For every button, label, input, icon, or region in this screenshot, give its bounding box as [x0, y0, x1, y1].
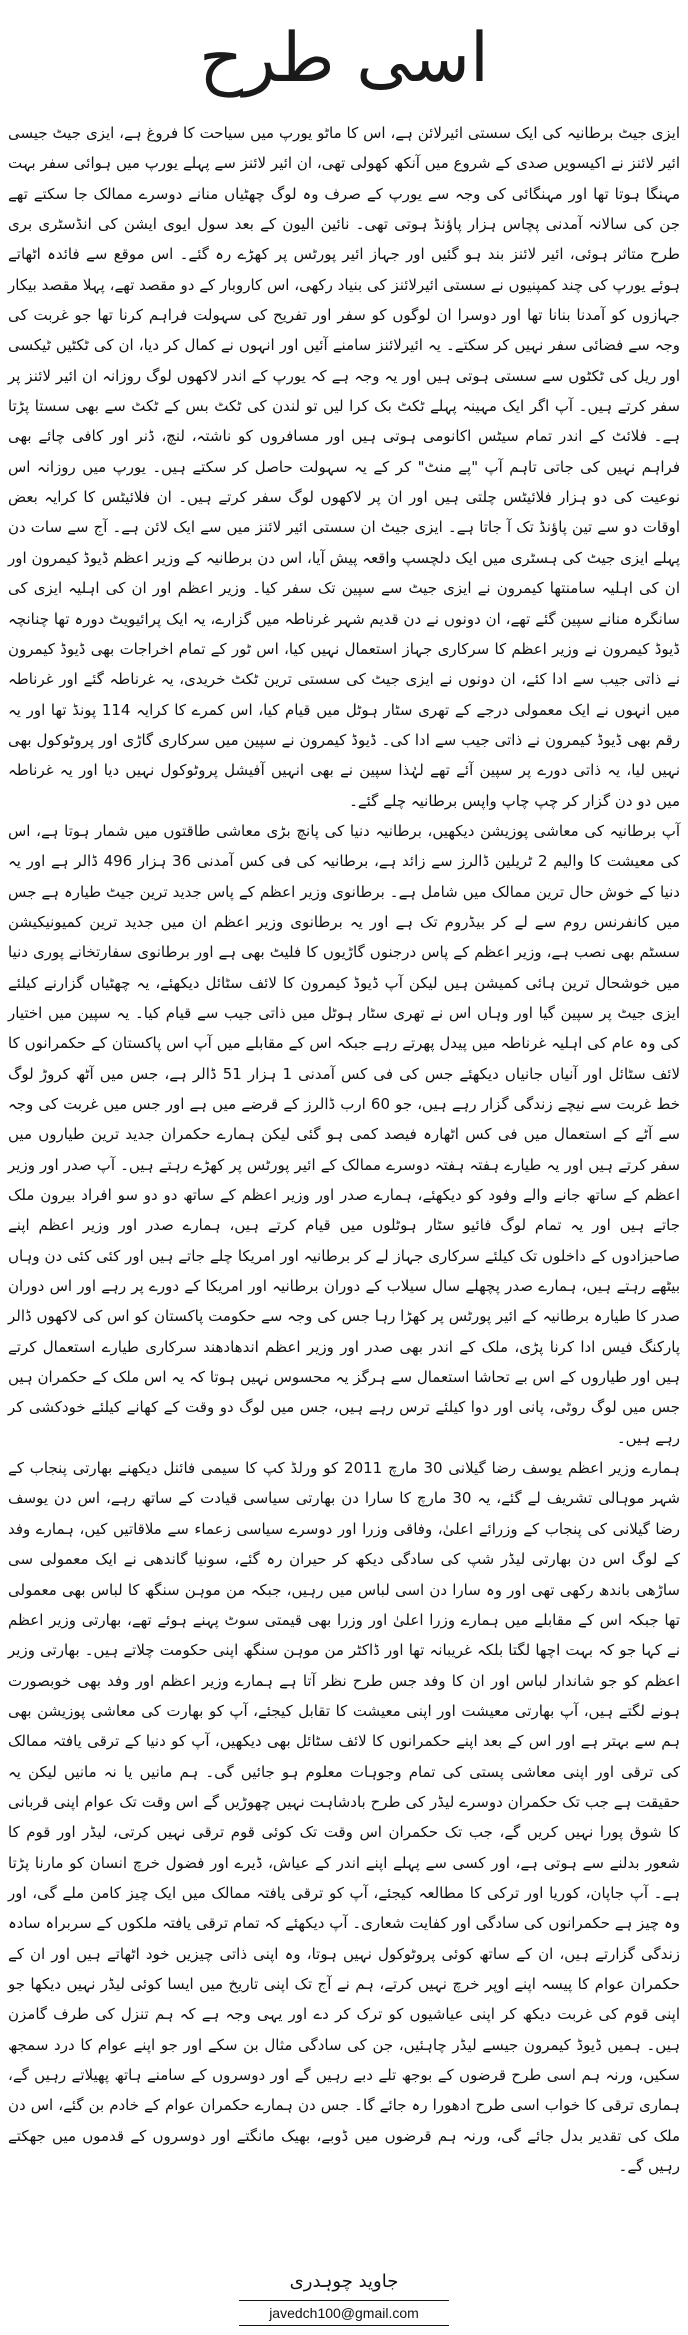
- byline: [0, 2268, 688, 2326]
- paragraph: ہمارے وزیر اعظم یوسف رضا گیلانی 30 مارچ 2011 کو ورلڈ کپ کا سیمی فائنل دیکھنے بھارتی پنجاب کے شہر موہالی تشریف لے گئے، یہ 30 مارچ کا سارا دن بھارتی سیاسی قیادت کے ساتھ رہے، اس دن یوسف رضا گیلانی کی پنجاب کے وزرائے اعلیٰ، وفاقی وزرا اور دوسرے سیاسی زعماء سے ملاقاتیں کیں، ہمارے وفد کے لوگ اس دن بھارتی لیڈر شپ کی سادگی دیکھ کر حیران رہ گئے، سونیا گاندھی نے ایک معمولی سی ساڑھی باندھ رکھی تھی اور وہ سارا دن اسی لباس میں رہیں، جبکہ من موہن سنگھ کا لباس بھی معمولی تھا جبکہ اس کے مقابلے میں ہمارے وزرا اعلیٰ اور وزرا بھی قیمتی سوٹ پہنے ہوئے تھے، بھارتی وزیر اعظم نے کہا جو کہ بہت اچھا لگتا بلکہ غریبانہ تھا اور ڈاکٹر من موہن سنگھ اپنی حکومت چلاتے ہیں۔ بھارتی وزیر اعظم کو جو شاندار لباس اور ان کا وفد جس طرح نظر آتا ہے ہمارے وزیر اعظم اور وفد بھی خوبصورت ہونے لگتے ہیں، آپ بھارتی معیشت اور اپنی معیشت کا تقابل کیجئے، آپ کو بھارت کی معاشی پوزیشن بھی ہم سے بہتر ہے اور اس کے بعد اپنے حکمرانوں کا لائف سٹائل بھی دیکھیں، آپ کو دنیا کے ترقی یافتہ ممالک کی ترقی اور اپنی معاشی پستی کی تمام وجوہات معلوم ہو جائیں گی۔ ہم مانیں یا نہ مانیں لیکن یہ حقیقت ہے جب تک حکمران دوسرے لیڈر کی طرح بادشاہت نہیں چھوڑیں گے اس وقت تک عوام اپنی قربانی کا شوق پورا نہیں کریں گے، جب تک حکمران اس وقت تک کوئی قوم ترقی نہیں کرتی، لیڈر اور قوم کا شعور بدلنے سے ہوتی ہے، اور کسی سے پہلے اپنے اندر کے عیاش، ڈیرے اور فضول خرچ انسان کو مارنا پڑتا ہے۔ آپ جاپان، کوریا اور ترکی کا مطالعہ کیجئے، آپ کو ترقی یافتہ ممالک میں ایک چیز کامن ملے گی، اور وہ چیز ہے حکمرانوں کی سادگی اور کفایت شعاری۔ آپ دیکھئے کہ تمام ترقی یافتہ ملکوں کے سربراہ سادہ زندگی گزارتے ہیں، ان کے ساتھ کوئی پروٹوکول نہیں ہوتا، وہ اپنی ذاتی چیزیں خود اٹھاتے ہیں اور ان کے حکمران عوام کا پیسہ اپنے اوپر خرچ نہیں کرتے، ہم نے آج تک اپنی تاریخ میں ایسا کوئی لیڈر نہیں دیکھا جو اپنی قوم کی غربت دیکھ کر اپنی عیاشیوں کو ترک کر دے اور یہی وجہ ہے کہ ہم تنزل کی طرف گامزن ہیں۔ ہمیں ڈیوڈ کیمرون جیسے لیڈر چاہئیں، جن کی سادگی مثال بن سکے اور جو اپنے عوام کا درد سمجھ سکیں، ورنہ ہم اسی طرح قرضوں کے بوجھ تلے دبے رہیں گے اور دوسروں کے سامنے ہاتھ پھیلاتے رہیں گے، ہماری ترقی کا خواب اسی طرح ادھورا رہ جائے گا۔ جس دن ہمارے حکمران عوام کے خادم بن گئے، اس دن ملک کی تقدیر بدل جائے گی، ورنہ ہم قرضوں میں ڈوبے، بھیک مانگتے اور دوسروں کے قدموں میں جھکتے رہیں گے۔: [8, 1459, 680, 2176]
- column-masthead: [8, 0, 680, 118]
- author-email: javedch100@gmail.com: [239, 2300, 449, 2326]
- author-name: جاوید چوہدری: [289, 2271, 399, 2292]
- paragraph: ایزی جیٹ برطانیہ کی ایک سستی ائیرلائن ہے، اس کا ماٹو یورپ میں سیاحت کا فروغ ہے، ایزی جیٹ جیسی ائیر لائنز نے اکیسویں صدی کے شروع میں آنکھ کھولی تھی، ان ائیر لائنز سے پہلے یورپ میں ہوائی سفر بہت مہنگا ہوتا تھا اور مہنگائی کی وجہ سے یورپ کے صرف وہ لوگ چھٹیاں منانے دوسرے ممالک جا سکتے تھے جن کی سالانہ آمدنی پچاس ہزار پاؤنڈ ہوتی تھی۔ نائین الیون کے بعد سول ایوی ایشن کی انڈسٹری بری طرح متاثر ہوئی، ائیر لائنز بند ہو گئیں اور جہاز ائیر پورٹس پر کھڑے رہ گئے۔ اس موقع سے فائدہ اٹھاتے ہوئے یورپ کی چند کمپنیوں نے سستی ائیرلائنز کی بنیاد رکھی، اس کاروبار کے دو مقصد تھے، پہلا مقصد بیکار جہازوں کو آمدنا بنانا تھا اور دوسرا ان لوگوں کو سفر اور تفریح کی سہولت فراہم کرنا تھا جو غربت کی وجہ سے فضائی سفر نہیں کر سکتے۔ یہ ائیرلائنز سامنے آئیں اور انہوں نے کمال کر دیا، ان کی ٹکٹیں ٹیکسی اور ریل کی ٹکٹوں سے سستی ہوتی ہیں اور یہ وجہ ہے کہ یورپ کے اندر لاکھوں لوگ روزانہ ان ائیر لائنز پر سفر کرتے ہیں۔ آپ اگر ایک مہینہ پہلے ٹکٹ بک کرا لیں تو لندن کی ٹکٹ بس کے ٹکٹ سے بھی سستا پڑتا ہے۔ فلائٹ کے اندر تمام سیٹس اکانومی ہوتی ہیں اور مسافروں کو ناشتہ، لنچ، ڈنر اور کافی چائے بھی فراہم نہیں کی جاتی تاہم آپ "پے منٹ" کر کے یہ سہولت حاصل کر سکتے ہیں۔ یورپ میں روزانہ اس نوعیت کی دو ہزار فلائیٹس چلتی ہیں اور ان پر لاکھوں لوگ سفر کرتے ہیں۔ ان فلائیٹس کا کرایہ بعض اوقات دو سے تین پاؤنڈ تک آ جاتا ہے۔ ایزی جیٹ ان سستی ائیر لائنز میں سے ایک لائن ہے۔ آج سے سات دن پہلے ایزی جیٹ کی ہسٹری میں ایک دلچسپ واقعہ پیش آیا، اس دن برطانیہ کے وزیر اعظم ڈیوڈ کیمرون اور ان کی اہلیہ سامنتھا کیمرون نے ایزی جیٹ سے سپین تک سفر کیا۔ وزیر اعظم اور ان کی اہلیہ ایزی کی سانگرہ منانے سپین گئے تھے، ان دونوں نے دن قدیم شہر غرناطہ میں گزارے، یہ ایک پرائیویٹ دورہ تھا چنانچہ ڈیوڈ کیمرون نے وزیر اعظم کا سرکاری جہاز استعمال نہیں کیا، اس ٹور کے تمام اخراجات بھی ڈیوڈ کیمرون نے ذاتی جیب سے ادا کئے، ان دونوں نے ایزی جیٹ کی سستی ترین ٹکٹ خریدی، یہ غرناطہ گئے اور غرناطہ میں انہوں نے ایک معمولی درجے کے تھری سٹار ہوٹل میں قیام کیا، اس کمرے کا کرایہ 114 پونڈ تھا اور یہ رقم بھی ڈیوڈ کیمرون نے ذاتی جیب سے ادا کی۔ ڈیوڈ کیمرون نے سپین میں سرکاری گاڑی اور پروٹوکول بھی نہیں لیا، یہ ذاتی دورے پر سپین آئے تھے لہٰذا سپین نے بھی انہیں آفیشل پروٹوکول نہیں دیا اور یہ غرناطہ میں دو دن گزار کر چپ چاپ واپس برطانیہ چلے گئے۔: [8, 124, 680, 810]
- column-body: [8, 118, 680, 2181]
- column-title: اسی طرح: [199, 19, 489, 98]
- paragraph: آپ برطانیہ کی معاشی پوزیشن دیکھیں، برطانیہ دنیا کی پانچ بڑی معاشی طاقتوں میں شمار ہوتا ہے، اس کی معیشت کا والیم 2 ٹریلین ڈالرز سے زائد ہے، برطانیہ کی فی کس آمدنی 36 ہزار 496 ڈالر ہے اور یہ دنیا کے خوش حال ترین ممالک میں شامل ہے۔ برطانوی وزیر اعظم کے پاس جدید ترین جیٹ طیارہ ہے جس میں کانفرنس روم سے لے کر بیڈروم تک ہے اور یہ برطانوی وزیر اعظم ان میں جدید ترین کمیونیکیشن سسٹم بھی نصب ہے، وزیر اعظم کے پاس درجنوں گاڑیوں کا فلیٹ بھی ہے اور برطانوی سفارتخانے پوری دنیا میں خوشحال ترین ہائی کمیشن ہیں لیکن آپ ڈیوڈ کیمرون کا لائف سٹائل دیکھئے، یہ چھٹیاں گزارنے کیلئے ایزی جیٹ پر سپین گیا اور وہاں اس نے تھری سٹار ہوٹل میں ذاتی جیب سے قیام کیا۔ یہ سپین میں اختیار کی وہ عام کی اہلیہ غرناطہ میں پیدل پھرتے رہے جبکہ اس کے مقابلے میں آپ اس پاکستان کے حکمرانوں کا لائف سٹائل اور آنیاں جانیاں دیکھئے جس کی فی کس آمدنی 1 ہزار 51 ڈالر ہے، جس میں آٹھ کروڑ لوگ خط غربت سے نیچے زندگی گزار رہے ہیں، جو 60 ارب ڈالرز کے قرضے میں ہے اور جس میں غربت کی وجہ سے آٹے کے استعمال میں فی کس اٹھارہ فیصد کمی ہو گئی لیکن ہمارے حکمران جدید ترین طیاروں میں سفر کرتے ہیں اور یہ طیارے ہفتہ ہفتہ دوسرے ممالک کے ائیر پورٹس پر کھڑے رہتے ہیں۔ آپ صدر اور وزیر اعظم کے ساتھ جانے والے وفود کو دیکھئے، ہمارے صدر اور وزیر اعظم کے ساتھ دو دو سو افراد بیرون ملک جاتے ہیں اور یہ تمام لوگ فائیو سٹار ہوٹلوں میں قیام کرتے ہیں، ہمارے صدر اور وزیر اعظم اپنے صاحبزادوں کے داخلوں تک کیلئے سرکاری جہاز لے کر برطانیہ اور امریکا چلے جاتے ہیں اور کئی کئی دن وہاں بیٹھے رہتے ہیں، ہمارے صدر پچھلے سال سیلاب کے دوران برطانیہ اور امریکا کے دورے پر رہے اور اس دوران صدر کا طیارہ برطانیہ کے ائیر پورٹس پر کھڑا رہا جس کی وجہ سے حکومت پاکستان کو اس کی لاکھوں ڈالر پارکنگ فیس ادا کرنا پڑی، ملک کے اندر بھی صدر اور وزیر اعظم اندھادھند سرکاری طیارے استعمال کرتے ہیں اور طیاروں کے اس بے تحاشا استعمال سے ہرگز یہ محسوس نہیں ہوتا کہ یہ اس ملک کے حکمران ہیں جس میں لوگ روٹی، پانی اور دوا کیلئے ترس رہے ہیں، جس میں لوگ دو وقت کے کھانے کیلئے خودکشی کر رہے ہیں۔: [8, 821, 681, 1447]
